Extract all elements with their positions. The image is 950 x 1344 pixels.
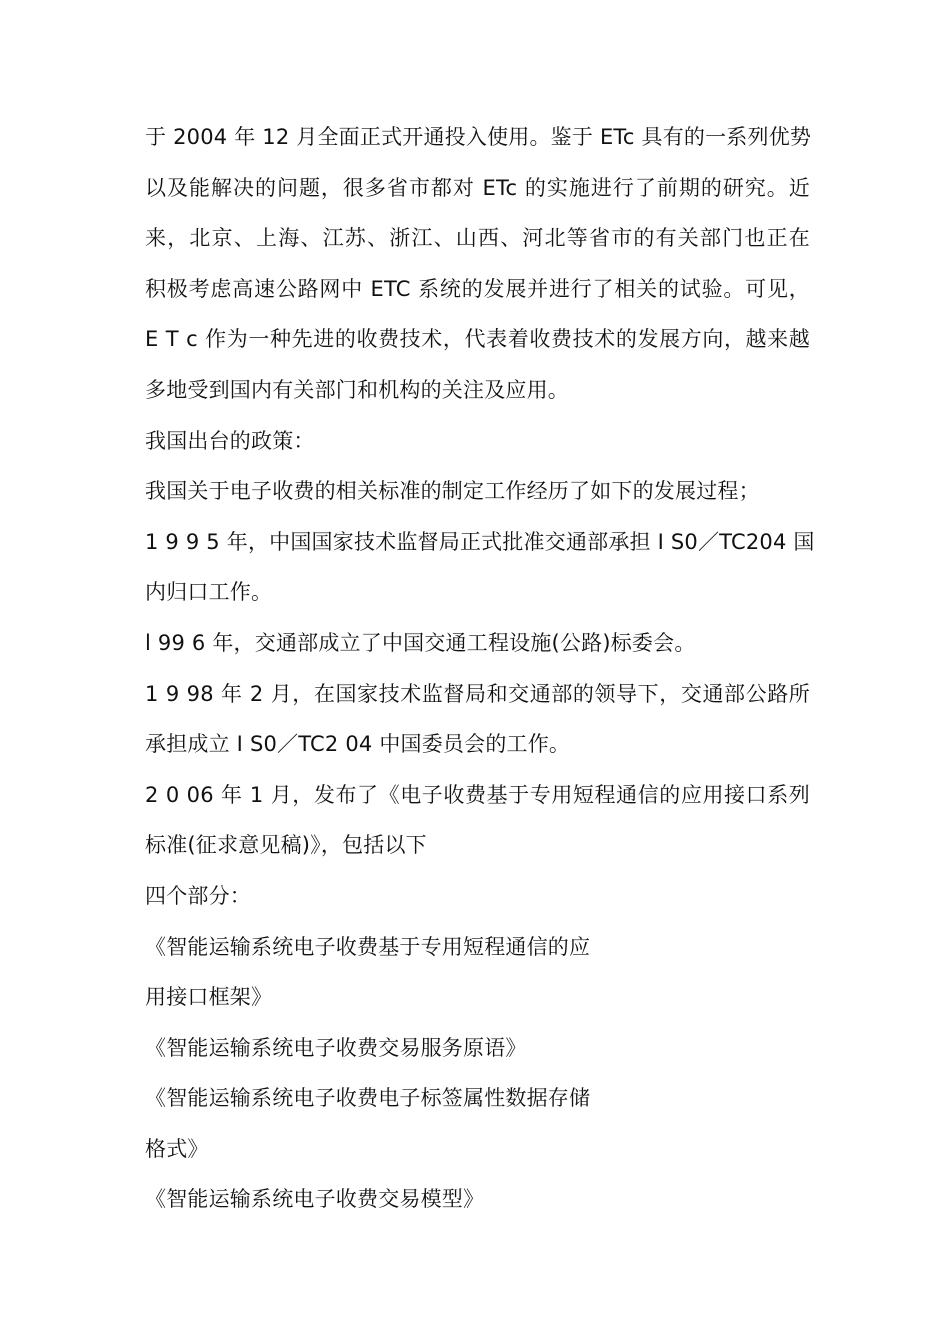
text-line: 格式》 <box>145 1136 209 1161</box>
document-body <box>145 112 815 1225</box>
text-line: 用接口框架》 <box>145 985 273 1010</box>
text-line: 我国关于电子收费的相关标准的制定工作经历了如下的发展过程； <box>145 479 760 504</box>
text-line: 《智能运输系统电子收费电子标签属性数据存储 <box>145 1086 591 1111</box>
text-line: 1 9 9 5 年，中国国家技术监督局正式批准交通部承担 I S0／TC204 国 <box>145 529 815 554</box>
text-line: 承担成立 I S0／TC2 04 中国委员会的工作。 <box>145 732 571 757</box>
text-line: 标准(征求意见稿)》，包括以下 <box>145 833 427 858</box>
text-line: 我国出台的政策： <box>145 428 315 453</box>
text-line: 积极考虑高速公路网中 ETC 系统的发展并进行了相关的试验。可见， <box>145 276 810 301</box>
text-line: 2 0 06 年 1 月，发布了《电子收费基于专用短程通信的应用接口系列 <box>145 782 810 807</box>
text-line: l 99 6 年，交通部成立了中国交通工程设施(公路)标委会。 <box>145 630 696 655</box>
text-line: 《智能运输系统电子收费交易模型》 <box>145 1187 485 1212</box>
text-line: 多地受到国内有关部门和机构的关注及应用。 <box>145 377 569 402</box>
text-line: 内归口工作。 <box>145 580 273 605</box>
text-line: 1 9 98 年 2 月，在国家技术监督局和交通部的领导下，交通部公路所 <box>145 681 810 706</box>
text-line: 《智能运输系统电子收费交易服务原语》 <box>145 1035 527 1060</box>
text-line: 于 2004 年 12 月全面正式开通投入使用。鉴于 ETc 具有的一系列优势 <box>145 125 812 149</box>
text-line: 来，北京、上海、江苏、浙江、山西、河北等省市的有关部门也正在 <box>145 226 810 251</box>
text-line: 以及能解决的问题，很多省市都对 ETc 的实施进行了前期的研究。近 <box>145 175 810 200</box>
text-line: 《智能运输系统电子收费基于专用短程通信的应 <box>145 934 591 959</box>
text-line: E T c 作为一种先进的收费技术，代表着收费技术的发展方向，越来越 <box>145 327 810 352</box>
text-line: 四个部分： <box>145 883 251 908</box>
